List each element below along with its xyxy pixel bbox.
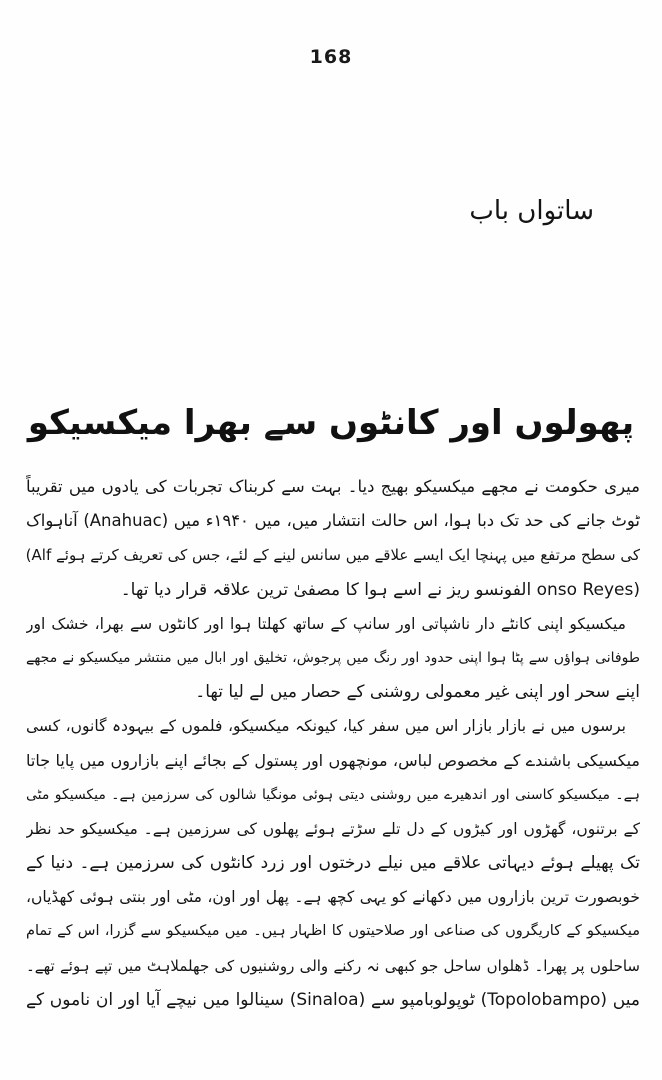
text-line-11: کے برتنوں، گھڑوں اور کیڑوں کے دل تلے سڑتے ہوئے پھلوں کی سرزمین ہے۔ میکسیکو حد نظر bbox=[26, 819, 640, 838]
text-line-12: تک پھیلے ہوئے دیہاتی علاقے میں نیلے درختوں اور زرد کانٹوں کی سرزمین ہے۔ دنیا کے bbox=[26, 853, 640, 874]
text-line-2: ٹوٹ جانے کی حد تک دبا ہوا، اس حالت انتشار میں، میں ۱۹۴۰ء میں (Anahuac) آناہواک bbox=[26, 511, 640, 531]
page-number: 168 bbox=[309, 46, 353, 68]
text-line-1: میری حکومت نے مجھے میکسیکو بھیج دیا۔ بہت سے کربناک تجربات کی یادوں میں تقریباً bbox=[26, 477, 640, 496]
text-line-5: میکسیکو اپنی کانٹے دار ناشپاتی اور سانپ کے ساتھ کھلتا ہوا اور کانٹوں سے بھرا، خشک اور bbox=[26, 614, 626, 633]
text-line-16: میں (Topolobampo) ٹوپولوبامپو سے (Sinaloa) سینالوا میں نیچے آیا اور ان ناموں کے bbox=[26, 989, 640, 1010]
chapter-heading: ساتواں باب bbox=[469, 196, 594, 226]
text-line-13: خوبصورت ترین بازاروں میں دکھانے کو یہی کچھ ہے۔ پھل اور اون، مٹی اور بنتی ہوئی کھڈیاں، bbox=[26, 888, 640, 907]
text-line-15: ساحلوں پر پھرا۔ ڈھلواں ساحل جو کبھی نہ رکنے والی روشنیوں کی جھلملاہٹ میں تپے ہوئے تھے۔ bbox=[26, 956, 640, 975]
text-line-3: کی سطح مرتفع میں پہنچا ایک ایسے علاقے میں سانس لینے کے لئے، جس کی تعریف کرتے ہوئے Alf) bbox=[26, 546, 640, 565]
chapter-title: پھولوں اور کانٹوں سے بھرا میکسیکو bbox=[27, 403, 635, 443]
text-line-4: (onso Reyes الفونسو ریز نے اسے ہوا کا مصفیٰ ترین علاقہ قرار دیا تھا۔ bbox=[120, 579, 640, 600]
text-line-9: میکسیکی باشندے کے مخصوص لباس، مونچھوں اور پستول کے بجائے اپنے بازاروں میں پایا جاتا bbox=[26, 750, 640, 770]
body-text bbox=[26, 470, 640, 1017]
text-line-8: برسوں میں نے بازار بازار اس میں سفر کیا، کیونکہ میکسیکو، فلموں کے بیہودہ گانوں، کسی bbox=[26, 717, 626, 736]
text-line-7: اپنے سحر اور اپنی غیر معمولی روشنی کے حصار میں لے لیا تھا۔ bbox=[195, 682, 640, 703]
text-line-6: طوفانی ہواؤں سے پٹا ہوا اپنی حدود اور رنگ میں پرجوش، تخلیق اور ابال میں منتشر میکسیکو نے مجھے bbox=[26, 649, 640, 666]
text-line-10: ہے۔ میکسیکو کاسنی اور اندھیرے میں روشنی دیتی ہوئی مونگیا شالوں کی سرزمین ہے۔ میکسیکو مٹی bbox=[26, 786, 640, 803]
text-line-14: میکسیکو کے کاریگروں کی صناعی اور صلاحیتوں کا اظہار ہیں۔ میں میکسیکو سے گزرا، اس کے تمام bbox=[26, 923, 640, 940]
